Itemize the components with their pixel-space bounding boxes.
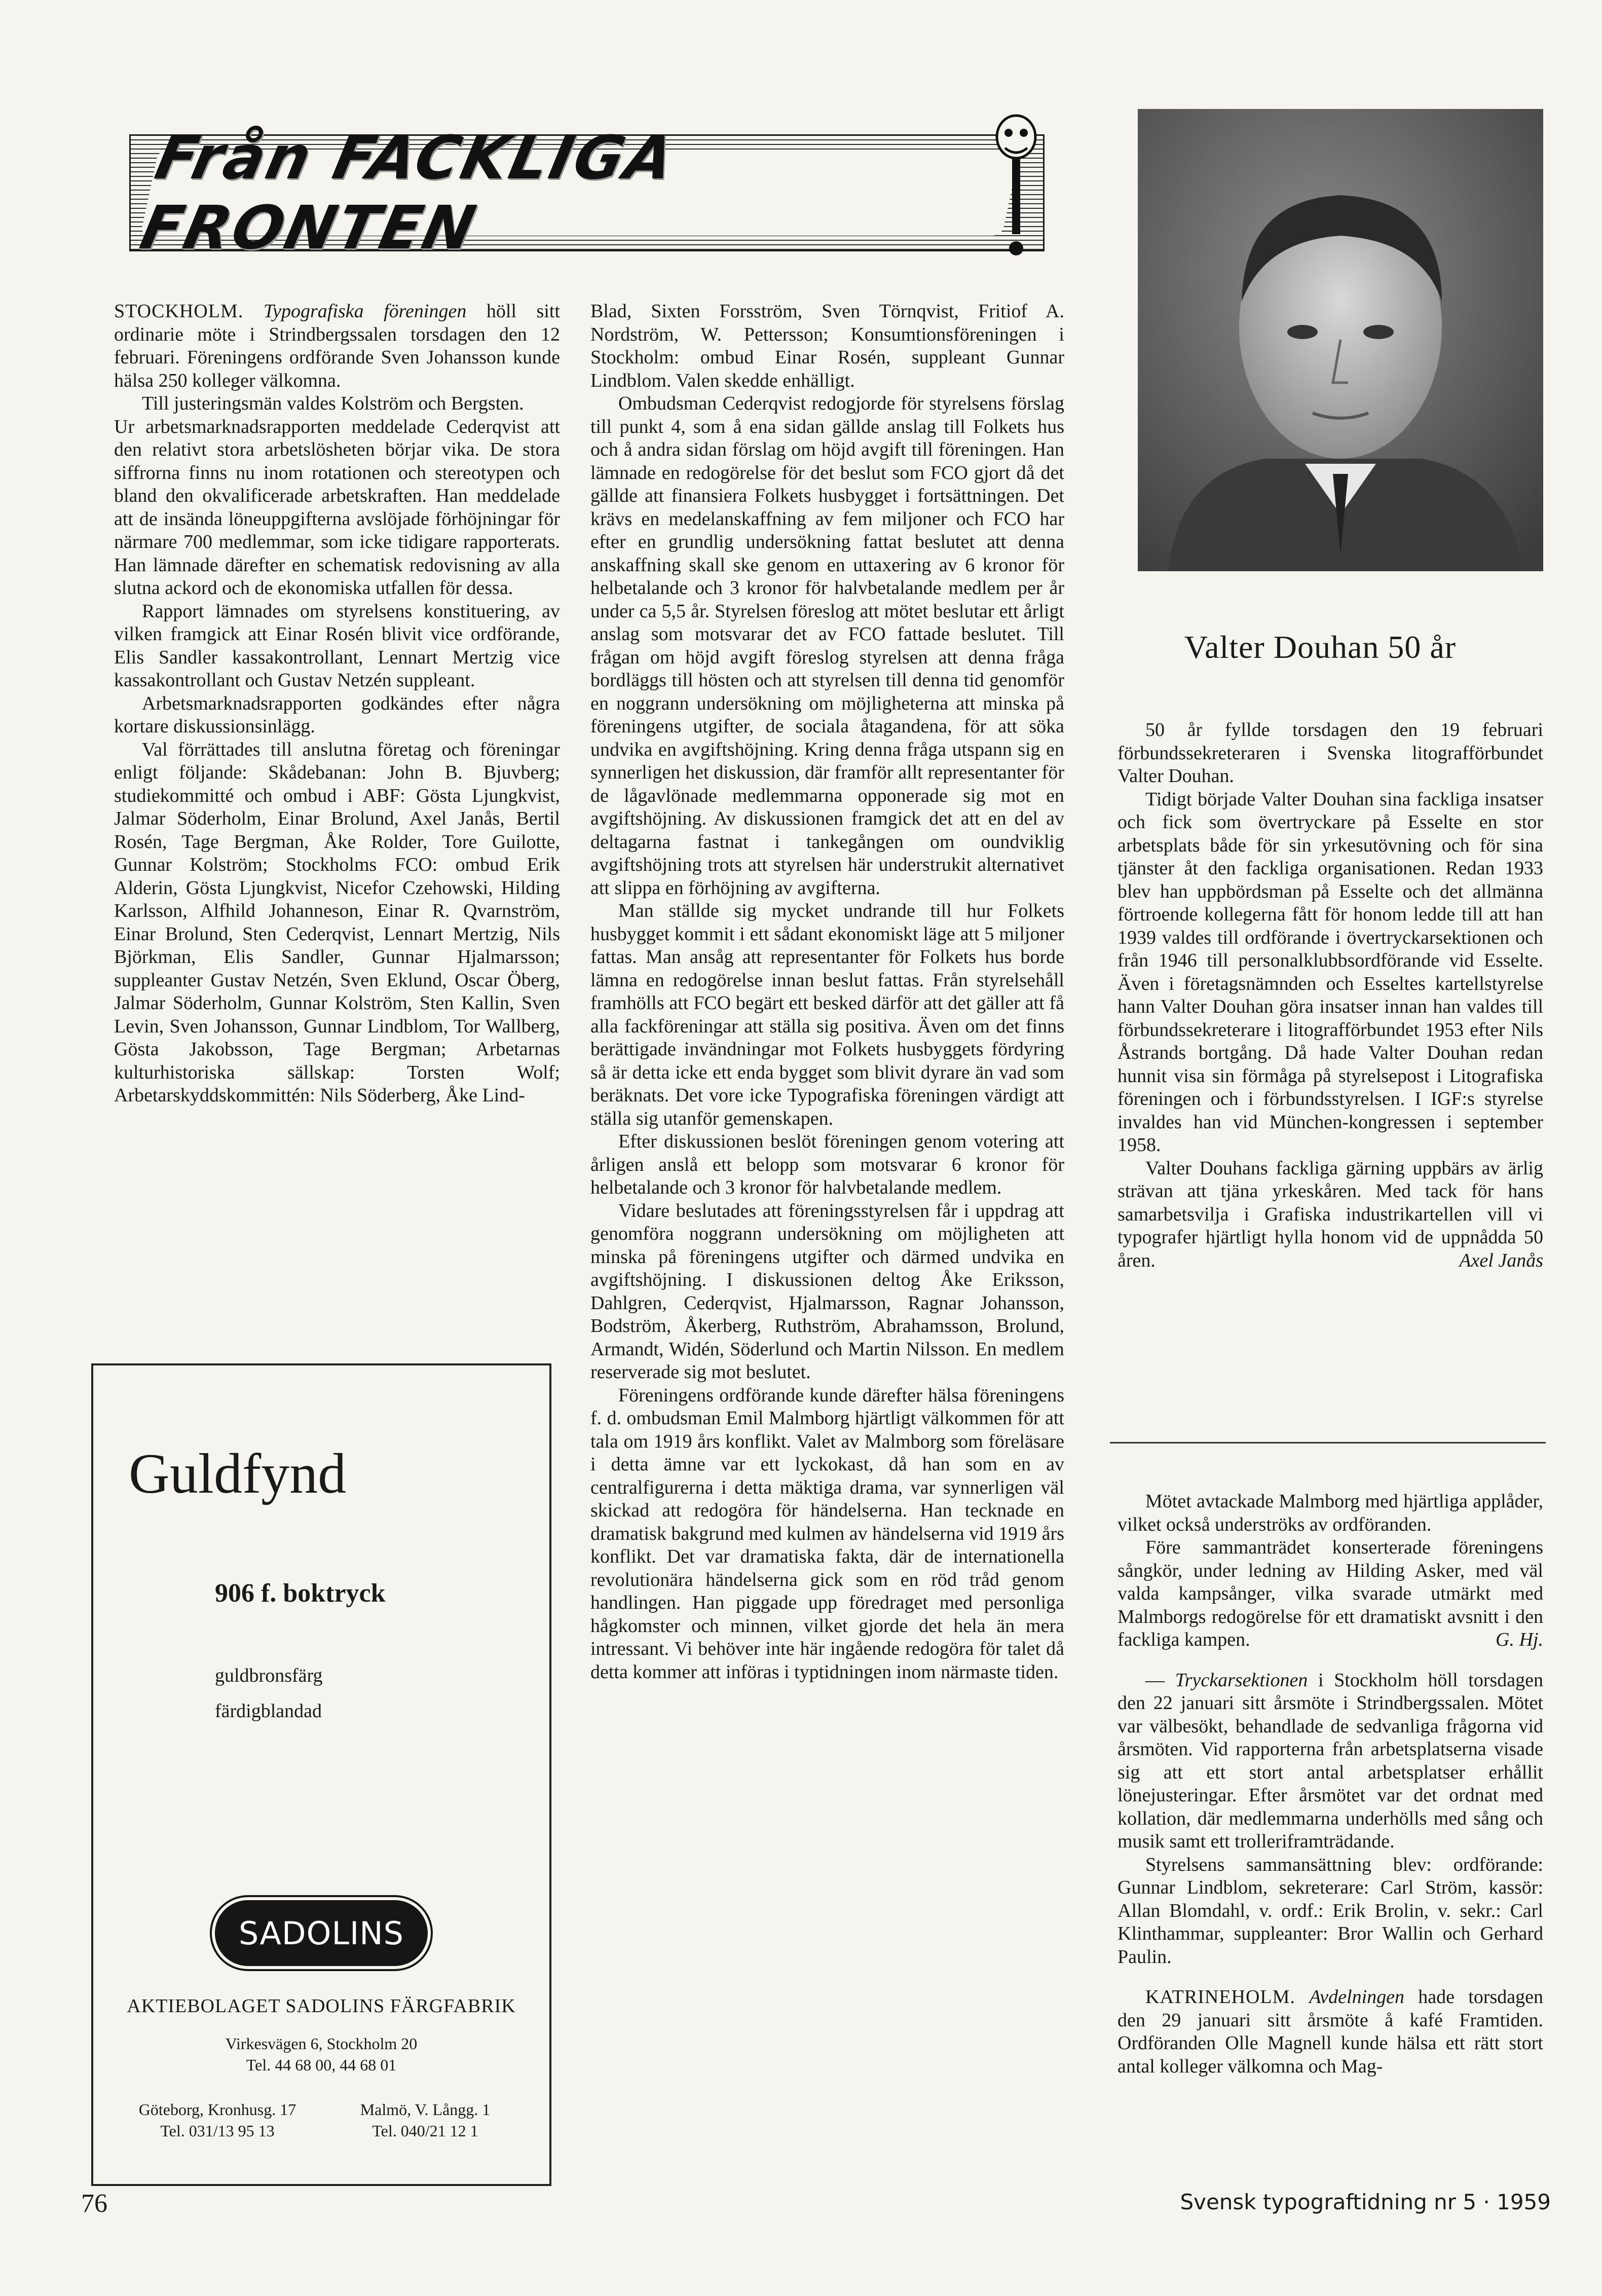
column-divider [1110,1442,1546,1443]
paragraph-text: Valter Douhans fackliga gärning uppbärs av ärlig strävan att tjäna yrkeskåren. Med tack för hans samarbetsvilja i Grafiska industrikartellen vill vi typografer hjärtligt hylla honom vid de uppnådda 50 åren. [1117,1157,1543,1271]
paragraph: Man ställde sig mycket undrande till hur Folkets husbygget kommit i ett sådant ekonomiskt läge att 5 miljoner fattas. Man ansåg att representanter för Folkets hus borde lämna en redogörelse innan beslut fattas. Från styrelsehåll framhölls att FCO begärt ett besked därför att det gäller att få alla fackföreningar att ställa sig positiva. Även om det finns berättigade invändningar mot Folkets husbyggets fördyring så är detta icke ett enda bygget som blivit dyrare än vad som beräknats. Det vore icke Typografiska föreningen värdigt att ställa sig utanför gemenskapen. [590,900,1064,1129]
article-column-3 [1117,1490,1543,2078]
paragraph-text: i Stockholm höll torsdagen den 22 januari sitt årsmöte i Strindbergssalen. Mötet var välbesökt, behandlade de sedvanliga frågorna vid årsmöten. Vid rapporterna från arbetsplatserna visade sig att ett stort antal arbetsplatser erhållit lönejusteringar. Efter årsmötet var det ordnat med kollation, där medlemmarna underhölls med sång och musik samt ett trolleriframträdande. [1117,1669,1543,1852]
article-column-2 [590,300,1064,1684]
city-lead: KATRINEHOLM. [1145,1986,1295,2008]
paragraph [1117,1536,1543,1652]
article-column-1 [114,300,560,1107]
paragraph: Val förrättades till anslutna företag och föreningar enligt följande: Skådebanan: John B. Bjuvberg; studiekommitté och ombud i ABF: Gösta Ljungkvist, Jalmar Söderholm, Einar Brolund, Axel Janås, Bertil Rosén, Tage Bergman, Åke Rolder, Tore Guilotte, Gunnar Kolström; Stockholms FCO: ombud Erik Alderin, Gösta Ljungkvist, Nicefor Czehowski, Hilding Karlsson, Alfhild Johanneson, Einar R. Qvarnström, Einar Brolund, Sten Cederqvist, Lennart Mertzig, Nils Björkman, Elis Sandler, Gunnar Hjalmarsson; suppleanter Gustav Netzén, Sven Eklund, Oscar Öberg, Jalmar Söderholm, Gunnar Kolström, Sten Kallin, Sven Levin, Sven Johansson, Gunnar Lindblom, Tor Wallberg, Gösta Jakobsson, Tage Bergman; Arbetarnas kulturhistoriska sällskap: Torsten Wolf; Arbetarskyddskommittén: Nils Söderberg, Åke Lind- [114,738,560,1106]
org-name: Typografiska föreningen [263,301,467,322]
ad-phone: Tel. 44 68 00, 44 68 01 [246,2056,397,2074]
paragraph: Till justeringsmän valdes Kolström och Bergsten. [142,393,524,414]
signature: Axel Janås [1459,1249,1543,1271]
paragraph-text: höll sitt ordinarie möte i Strindbergssalen torsdagen den 12 februari. Föreningens ordförande Sven Johansson kunde hälsa 250 kolleger välkomna. [114,301,561,391]
ad-headline: Guldfynd [129,1442,347,1505]
ad-branch-goteborg-phone: Tel. 031/13 95 13 [160,2122,275,2140]
paragraph-text: Före sammanträdet konserterade föreningens sångkör, under ledning av Hilding Asker, med väl valda kampsånger, vilka svarade utmärkt med Malmborgs redogörelse för ett dramatiskt avsnitt i den fackliga kampen. [1117,1537,1543,1650]
paragraph: Ur arbetsmarknadsrapporten meddelade Cederqvist att den relativt stora arbetslösheten börjar vika. De stora siffrorna finns nu inom rotationen och stereotypen och bland den okvalificerade arbetskraften. Han meddelade att de insända löneuppgifterna avslöjade förhöjningar för närmare 700 medlemmar, som icke tidigare rapporterats. Han lämnade därefter en schematisk redovisning av alla slutna ackord och de ekonomiska utfallen för dessa. [114,416,560,599]
paragraph: Efter diskussionen beslöt föreningen genom votering att årligen anslå ett belopp som motsvarar 6 kronor för helbetalande och 3 kronor för halvbetalande medlem. [590,1131,1064,1198]
paragraph: Vidare beslutades att föreningsstyrelsen får i uppdrag att genomföra noggrann undersökning om möjligheten att minska på föreningens utgifter och därmed undvika en avgiftshöjning. I diskussionen deltog Åke Eriksson, Dahlgren, Cederqvist, Hjalmarsson, Ragnar Johansson, Bodström, Åkerberg, Ruthström, Abrahamsson, Brolund, Armandt, Widén, Söderlund och Martin Nilsson. En medlem reserverade sig mot beslutet. [590,1200,1064,1383]
ad-product: 906 f. boktryck [215,1579,386,1608]
ad-branch-goteborg: Göteborg, Kronhusg. 17 [138,2100,296,2119]
sadolins-logo: SADOLINS [215,1900,428,1966]
paragraph: Blad, Sixten Forsström, Sven Törnqvist, Fritiof A. Nordström, W. Pettersson; Konsumtionsföreningen i Stockholm: ombud Einar Rosén, suppleant Gunnar Lindblom. Valen skedde enhälligt. [590,301,1064,391]
paragraph: Styrelsens sammansättning blev: ordförande: Gunnar Lindblom, sekreterare: Carl Ström, kassör: Allan Blomdahl, v. ordf.: Erik Brolin, v. sekr.: Carl Klinthammar, suppleanter: Bror Wallin och Gerhard Paulin. [1117,1854,1543,1968]
paragraph [1117,1669,1543,1854]
city-lead: STOCKHOLM. [114,301,244,322]
birthday-article [1117,719,1543,1272]
paragraph: Mötet avtackade Malmborg med hjärtliga applåder, vilket också underströks av ordföranden. [1117,1491,1543,1535]
ad-branch-malmo-phone: Tel. 040/21 12 1 [372,2122,478,2140]
paragraph: Arbetsmarknadsrapporten godkändes efter några kortare diskussionsinlägg. [114,692,560,737]
ad-description: guldbronsfärg [215,1665,323,1686]
ad-company: AKTIEBOLAGET SADOLINS FÄRGFABRIK [127,1995,516,2017]
dash: — [1145,1669,1165,1691]
paragraph [114,300,560,392]
paragraph [1117,1157,1543,1273]
org-name: Avdelningen [1309,1986,1405,2008]
paragraph: Rapport lämnades om styrelsens konstituering, av vilken framgick att Einar Rosén blivit vice ordförande, Elis Sandler kassakontrollant, Lennart Mertzig vice kassakontrollant och Gustav Netzén suppleant. [114,600,560,691]
masthead-title: Från FACKLIGA FRONTEN [140,150,1020,236]
paragraph [1117,1986,1543,2078]
page-number: 76 [81,2189,107,2218]
paragraph-text: hade torsdagen den 29 januari sitt årsmöte å kafé Framtiden. Ordföranden Olle Magnell kunde hälsa ett rätt stort antal kolleger välkomna och Mag- [1117,1986,1543,2077]
masthead-banner [119,101,1052,264]
paragraph: Föreningens ordförande kunde därefter hälsa föreningens f. d. ombudsman Emil Malmborg hjärtligt välkommen för att tala om 1919 års konflikt. Valet av Malmborg som föreläsare i detta ämne var ett lyckokast, då han som en av centralfigurerna i detta mäktiga drama, var synnerligen väl skickad att redogöra för händelserna. Han tecknade en dramatisk bakgrund med kulmen av händelserna vid 1919 års konflikt. Det var dramatiska fakta, där de internationella revolutionära händelserna gick som en röd tråd genom handlingen. Han piggade upp föredraget med personliga hågkomster och minnen, vilket gjorde det hela än mera intressant. Vi behöver inte här ingående redogöra för talet då detta kommer att införas i typtidningen inom närmaste tiden. [590,1384,1064,1683]
org-name: Tryckarsektionen [1175,1669,1308,1691]
paragraph: 50 år fyllde torsdagen den 19 februari förbundssekreteraren i Svenska litografförbundet Valter Douhan. [1117,719,1543,787]
sadolins-advertisement [91,1363,551,2186]
ad-description: färdigblandad [215,1700,322,1722]
paragraph: Tidigt började Valter Douhan sina fackliga insatser och fick som övertryckare på Esselte en stor arbetsplats både för sin yrkesutövning och för sina tjänster åt den fackliga organisationen. Redan 1933 blev han uppbördsman på Esselte och det allmänna förtroende kollegerna fått för honom ledde till att han 1939 valdes till ordförande i övertryckarsektionen och från 1946 till personalklubbsordförande vid Esselte. Även i företagsnämnden och Esseltes kartellstyrelse hann Valter Douhan göra insatser innan han valdes till förbundssekreterare i litografförbundet 1953 efter Nils Åstrands bortgång. Då hade Valter Douhan redan hunnit visa sin förmåga på styrelsepost i Litografiska föreningen och i förbundsstyrelsen. I IGF:s styrelse invaldes han vid München-kongressen i september 1958. [1117,788,1543,1156]
masthead-mascot-icon [981,101,1052,264]
photo-caption: Valter Douhan 50 år [1184,629,1457,665]
ad-branch-malmo: Malmö, V. Långg. 1 [360,2100,491,2119]
paragraph: Ombudsman Cederqvist redogjorde för styrelsens förslag till punkt 4, som å ena sidan gällde anslag till Folkets hus och å andra sidan förslag om höjd avgift till föreningen. Han lämnade en redogörelse för det beslut som FCO gjort då det gällde att finansiera Folkets husbygget i fortsättningen. Det krävs en medelanskaffning av fem miljoner och FCO har efter en grundlig undersökning fattat beslutet att denna anskaffning skall ske genom en uttaxering av 6 kronor för helbetalande och 3 kronor för halvbetalande medlem per år under ca 5,5 år. Styrelsen föreslog att mötet beslutar ett årligt anslag som motsvarar det av FCO fattade beslutet. Till frågan om höjd avgift föreslog styrelsen att denna fråga bordläggs till hösten och att styrelsen till denna tid genomför en noggrann undersökning om möjligheterna att minska på föreningens utgifter, de sociala åtagandena, för att söka undvika en avgiftshöjning. Kring denna fråga utspann sig en synnerligen het diskussion, där framför allt representanter för de lågavlönade medlemmarna opponerade sig mot en avgiftshöjning. Av diskussionen framgick det att en del av deltagarna fastnat i tankegången om oundviklig avgiftshöjning trots att styrelsen här understrukit alternativet att slippa en förhöjning av avgifterna. [590,393,1064,899]
ad-address: Virkesvägen 6, Stockholm 20 [225,2034,418,2053]
portrait-photo [1138,109,1543,571]
signature: G. Hj. [1496,1629,1543,1650]
publication-footer: Svensk typograftidning nr 5 · 1959 [1180,2190,1551,2214]
